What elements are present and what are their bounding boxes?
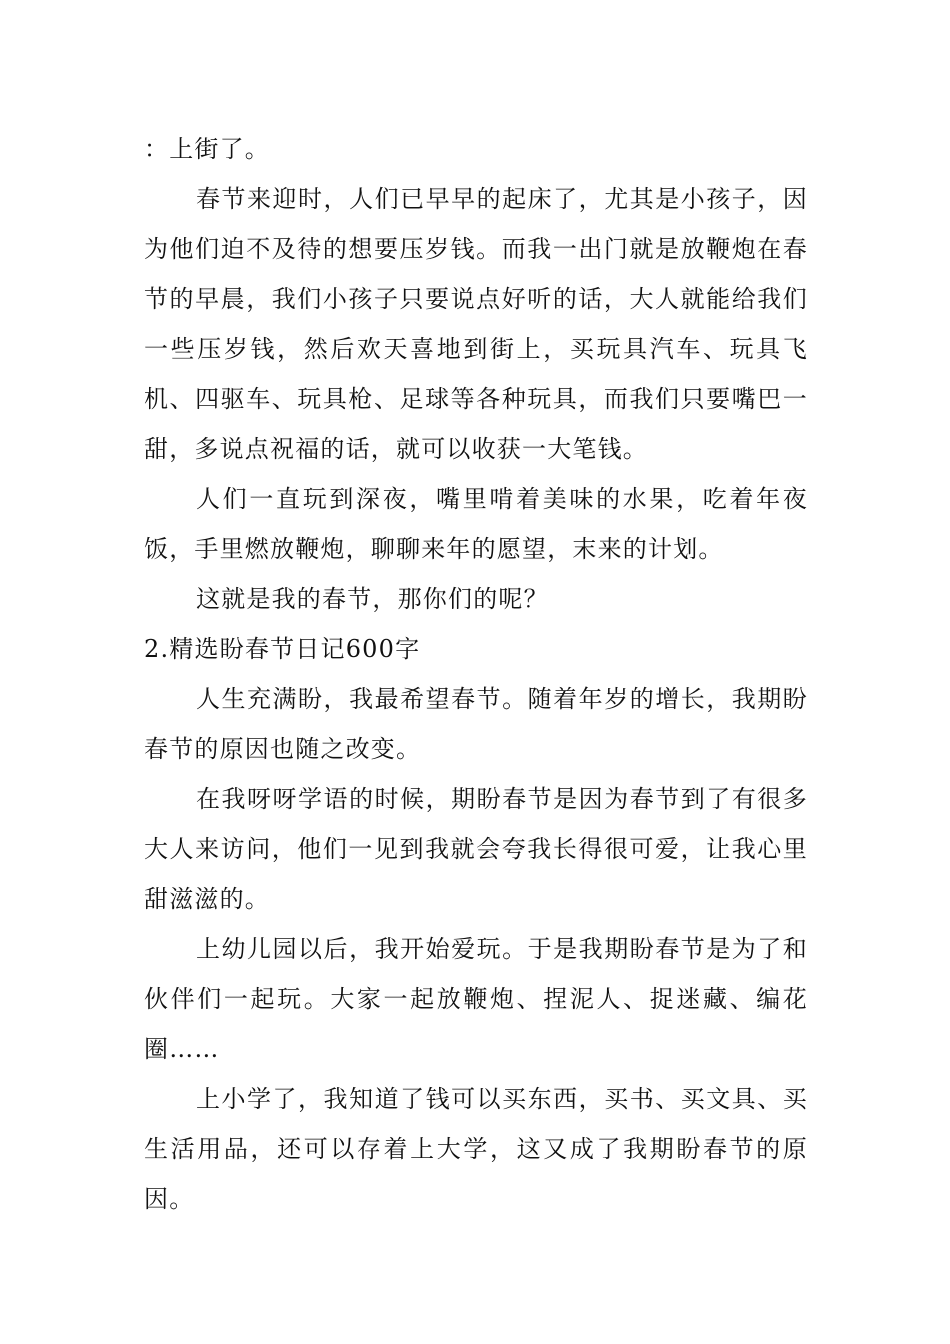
section-heading: 2.精选盼春节日记600字 — [144, 635, 421, 663]
paragraph: 人们一直玩到深夜，嘴里啃着美味的水果，吃着年夜饭，手里燃放鞭炮，聊聊来年的愿望，末来的计划。 — [144, 485, 808, 563]
paragraph: 这就是我的春节，那你们的呢？ — [196, 585, 549, 613]
paragraph: 春节来迎时，人们已早早的起床了，尤其是小孩子，因为他们迫不及待的想要压岁钱。而我一出门就是放鞭炮在春节的早晨，我们小孩子只要说点好听的话，大人就能给我们一些压岁钱，然后欢天喜地到街上，买玩具汽车、玩具飞机、四驱车、玩具枪、足球等各种玩具，而我们只要嘴巴一甜，多说点祝福的话，就可以收获一大笔钱。 — [144, 185, 808, 463]
paragraph: 上幼儿园以后，我开始爱玩。于是我期盼春节是为了和伙伴们一起玩。大家一起放鞭炮、捏泥人、捉迷藏、编花圈…… — [144, 935, 808, 1063]
document-body — [144, 124, 808, 1224]
paragraph: 在我呀呀学语的时候，期盼春节是因为春节到了有很多大人来访问，他们一见到我就会夸我长得很可爱，让我心里甜滋滋的。 — [144, 785, 808, 913]
paragraph-continuation: ：上街了。 — [144, 135, 270, 163]
paragraph: 人生充满盼，我最希望春节。随着年岁的增长，我期盼春节的原因也随之改变。 — [144, 685, 808, 763]
paragraph: 上小学了，我知道了钱可以买东西，买书、买文具、买生活用品，还可以存着上大学，这又成了我期盼春节的原因。 — [144, 1085, 808, 1213]
